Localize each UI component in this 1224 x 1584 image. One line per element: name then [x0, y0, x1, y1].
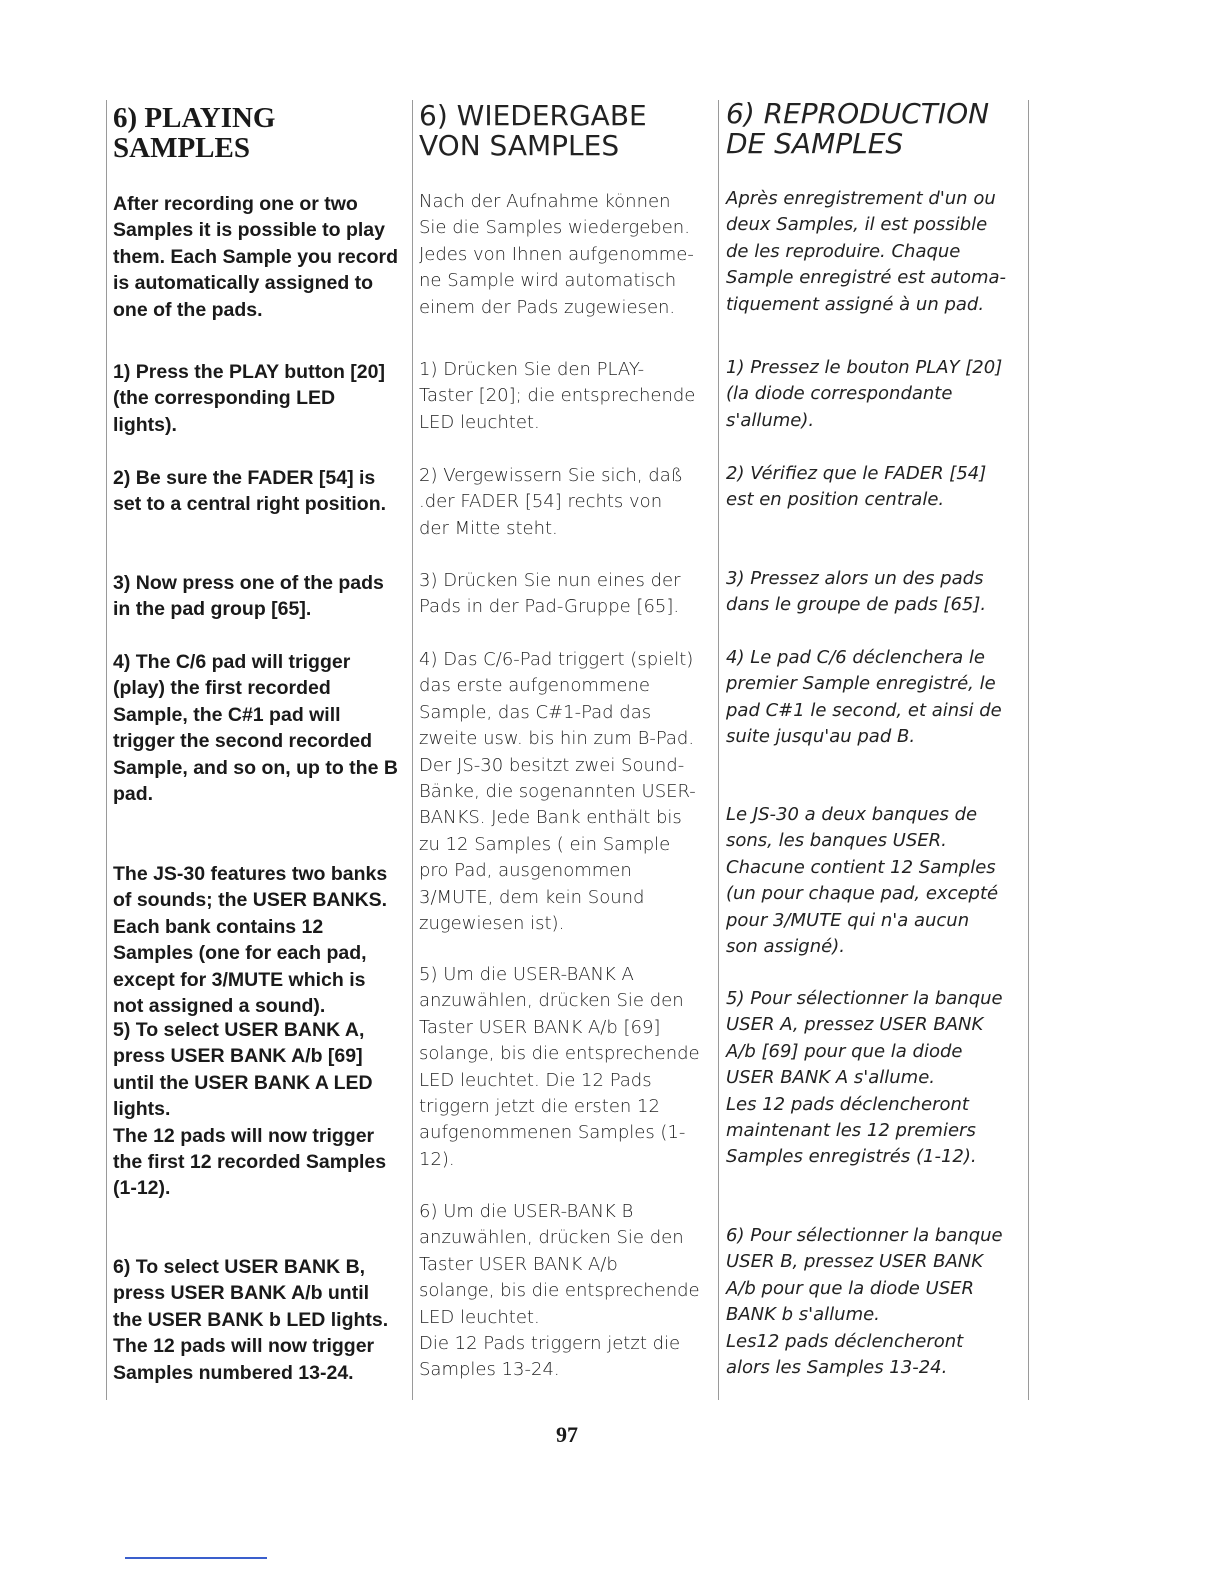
german-heading: 6) WIEDERGABE VON SAMPLES: [419, 99, 647, 162]
english-paragraph: After recording one or two Samples it is possible to play them. Each Sample you record is automatically assigned to one of the pads.: [113, 193, 399, 321]
french-paragraph: 5) Pour sélectionner la banque USER A, pressez USER BANK A/b [69] pour que la diode USER BANK A s'allume. Les 12 pads déclencheront maintenant les 12 premiers Samples enregistrés (1-12).: [726, 988, 1003, 1168]
column-divider: [718, 100, 719, 1400]
french-paragraph: 1) Pressez le bouton PLAY [20] (la diode correspondante s'allume).: [726, 357, 1003, 431]
german-paragraph: 1) Drücken Sie den PLAY- Taster [20]; die entsprechende LED leuchtet.: [419, 359, 696, 433]
french-paragraph: 3) Pressez alors un des pads dans le groupe de pads [65].: [726, 568, 987, 616]
german-paragraph: 6) Um die USER-BANK B anzuwählen, drücken Sie den Taster USER BANK A/b solange, bis die entsprechende LED leuchtet. Die 12 Pads triggern jetzt die Samples 13-24.: [419, 1201, 700, 1381]
english-paragraph: 2) Be sure the FADER [54] is set to a central right position.: [113, 467, 387, 516]
french-heading: 6) REPRODUCTION DE SAMPLES: [726, 97, 990, 160]
french-paragraph: Le JS-30 a deux banques de sons, les banques USER. Chacune contient 12 Samples (un pour chaque pad, excepté pour 3/MUTE qui n'a aucun son assigné).: [726, 804, 999, 958]
french-paragraph: Après enregistrement d'un ou deux Samples, il est possible de les reproduire. Chaque Sample enregistré est automa- tiquement assigné à un pad.: [726, 188, 1007, 315]
english-paragraph: 4) The C/6 pad will trigger (play) the first recorded Sample, the C#1 pad will trigger the second recorded Sample, and so on, up to the B pad.: [113, 651, 398, 806]
german-paragraph: 3) Drücken Sie nun eines der Pads in der Pad-Gruppe [65].: [419, 570, 681, 618]
page-number: 97: [556, 1422, 578, 1447]
column-divider: [1028, 100, 1029, 1400]
column-divider: [106, 100, 107, 1400]
footer-rule: [125, 1557, 267, 1559]
english-paragraph: 3) Now press one of the pads in the pad group [65].: [113, 572, 384, 621]
french-paragraph: 4) Le pad C/6 déclenchera le premier Sample enregistré, le pad C#1 le second, et ainsi de suite jusqu'au pad B.: [726, 647, 1002, 748]
french-paragraph: 6) Pour sélectionner la banque USER B, pressez USER BANK A/b pour que la diode USER BANK b s'allume. Les12 pads déclencheront alors les Samples 13-24.: [726, 1225, 1003, 1379]
english-heading: 6) PLAYING SAMPLES: [113, 102, 276, 164]
column-divider: [412, 100, 413, 1400]
english-paragraph: 1) Press the PLAY button [20] (the corresponding LED lights).: [113, 361, 385, 436]
german-paragraph: 2) Vergewissern Sie sich, daß .der FADER [54] rechts von der Mitte steht.: [419, 465, 683, 539]
french-paragraph: 2) Vérifiez que le FADER [54] est en position centrale.: [726, 463, 987, 511]
english-paragraph: 6) To select USER BANK B, press USER BANK A/b until the USER BANK b LED lights. The 12 pads will now trigger Samples numbered 13-24.: [113, 1256, 389, 1384]
german-paragraph: Nach der Aufnahme können Sie die Samples wiedergeben. Jedes von Ihnen aufgenomme- ne Sample wird automatisch einem der Pads zugewiesen.: [419, 191, 694, 318]
german-paragraph: 5) Um die USER-BANK A anzuwählen, drücken Sie den Taster USER BANK A/b [69] solange, bis die entsprechende LED leuchtet. Die 12 Pads triggern jetzt die ersten 12 aufgenommenen Samples (1- 12).: [419, 964, 700, 1170]
german-paragraph: 4) Das C/6-Pad triggert (spielt) das erste aufgenommene Sample, das C#1-Pad das zweite usw. bis hin zum B-Pad. Der JS-30 besitzt zwei Sound- Bänke, die sogenannten USER- BANKS. Jede Bank enthält bis zu 12 Samples ( ein Sample pro Pad, ausgenommen 3/MUTE, dem kein Sound zugewiesen ist).: [419, 649, 696, 935]
english-paragraph: The JS-30 features two banks of sounds; the USER BANKS. Each bank contains 12 Samples (one for each pad, except for 3/MUTE which is not assigned a sound).: [113, 863, 388, 1018]
english-paragraph: 5) To select USER BANK A, press USER BANK A/b [69] until the USER BANK A LED lights. The 12 pads will now trigger the first 12 recorded Samples (1-12).: [113, 1019, 387, 1200]
